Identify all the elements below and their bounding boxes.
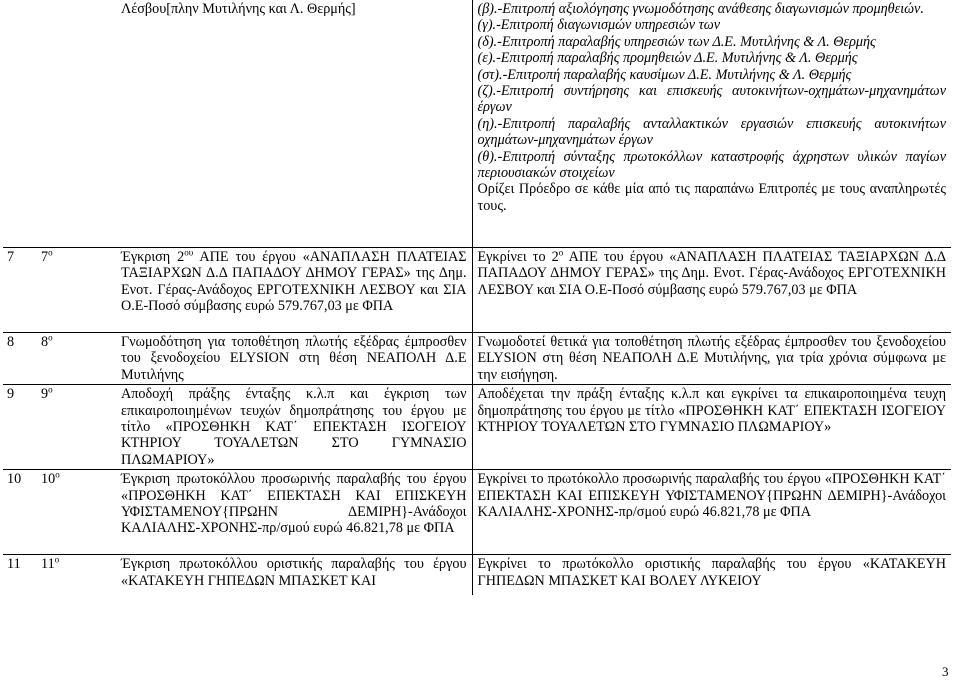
subject-text: Γνωμοδότηση για τοποθέτηση πλωτής εξέδρας έμπροσθεν του ξενοδοχείου ELYSION στη θέση ΝΕΑΠΟΛΗ Δ.Ε Μυτιλήνης [121,334,467,383]
subject-cell [116,333,472,385]
subject-cell [116,555,472,596]
page-number: 3 [942,664,949,679]
committee-line-e: (ε).-Επιτροπή παραλαβής προμηθειών Δ.Ε. Μυτιλήνης & Λ. Θερμής [477,50,858,67]
row-number: 9 [7,386,15,403]
decision-cell [472,0,951,248]
table-row [3,555,951,596]
row-number: 11 [7,556,21,573]
decision-cell [472,555,951,596]
decision-text: Εγκρίνει το 2 [477,249,559,265]
committee-line-th: (θ).-Επιτροπή σύνταξης πρωτοκόλλων καταστροφής άχρηστων υλικών παγίων περιουσιακών στοιχείων [477,148,946,182]
decision-cell [472,333,951,385]
subject-cell [116,385,472,470]
table-row [3,470,951,555]
ordinal-suffix: ο [48,332,53,343]
ordinal-suffix: ο [48,384,53,395]
subject-cell [116,470,472,555]
committee-line-z: (ζ).-Επιτροπή συντήρησης και επισκευής αυτοκινήτων-οχημάτων-μηχανημάτων έργων [477,83,946,116]
table-row-continuation [3,0,951,248]
row-number: 8 [7,334,15,350]
row-ordinal: 10 [41,471,56,488]
number-cell [3,0,116,248]
decision-text: Εγκρίνει το πρωτόκολλο οριστικής παραλαβής του έργου «ΚΑΤΑΚΕΥΗ ΓΗΠΕΔΩΝ ΜΠΑΣΚΕΤ ΚΑΙ ΒΟΛΕΥ ΛΥΚΕΙΟΥ [477,556,946,589]
committee-line-d: (δ).-Επιτροπή παραλαβής υπηρεσιών των Δ.Ε. Μυτιλήνης & Λ. Θερμής [477,33,876,50]
row-number: 7 [7,249,15,265]
decision-text-cont: ΑΠΕ του έργου «ΑΝΑΠΛΑΣΗ ΠΛΑΤΕΙΑΣ ΤΑΞΙΑΡΧΩΝ Δ.Δ ΠΑΠΑΔΟΥ ΔΗΜΟΥ ΓΕΡΑΣ» της Δημ. Ενοτ. Γέρας-Ανάδοχος ΕΡΓΟΤΕΧΝΙΚΗ ΛΕΣΒΟΥ και ΣΙΑ Ο.Ε-Ποσό σύμβασης ευρώ 579.767,03 με ΦΠΑ [477,249,947,298]
subject-cell [116,248,472,333]
subject-text: Έγκριση πρωτοκόλλου προσωρινής παραλαβής του έργου «ΠΡΟΣΘΗΚΗ ΚΑΤ΄ ΕΠΕΚΤΑΣΗ ΚΑΙ ΕΠΙΣΚΕΥΗ ΥΦΙΣΤΑΜΕΝΟΥ{ΠΡΩΗΝ ΔΕΜΙΡΗ}-Ανάδοχοι ΚΑΛΙΑΛΗΣ-ΧΡΟΝΗΣ-πρ/σμού ευρώ 46.821,78 με ΦΠΑ [121,471,467,537]
row-ordinal: 11 [41,556,55,573]
row-ordinal: 7 [41,249,49,265]
committee-line-b: (β).-Επιτροπή αξιολόγησης γνωμοδότησης ανάθεσης διαγωνισμών προμηθειών. [477,1,924,17]
subject-cell [116,0,472,248]
committee-line-st: (στ).-Επιτροπή παραλαβής καυσίμων Δ.Ε. Μυτιλήνης & Λ. Θερμής [477,66,852,83]
decision-suffix: ο [558,247,564,258]
number-cell [3,385,116,470]
number-cell [3,333,116,385]
closing-text: Ορίζει Πρόεδρο σε κάθε μία από τις παραπάνω Επιτροπές με τους αναπληρωτές τους. [477,181,946,214]
subject-text: Έγκριση 2 [121,249,185,265]
table-row [3,385,951,470]
number-cell [3,248,116,333]
decision-cell [472,385,951,470]
decision-cell [472,248,951,333]
table-row [3,248,951,333]
row-ordinal: 9 [41,386,49,403]
decisions-table [3,0,951,595]
number-cell [3,555,116,596]
ordinal-suffix: ο [54,554,60,565]
subject-text: Λέσβου[πλην Μυτιλήνης και Λ. Θερμής] [121,1,356,17]
decision-cell [472,470,951,555]
subject-text-cont: ΑΠΕ του έργου «ΑΝΑΠΛΑΣΗ ΠΛΑΤΕΙΑΣ ΤΑΞΙΑΡΧΩΝ Δ.Δ ΠΑΠΑΔΟΥ ΔΗΜΟΥ ΓΕΡΑΣ» της Δημ. Ενοτ. Γέρας-Ανάδοχος ΕΡΓΟΤΕΧΝΙΚΗ ΛΕΣΒΟΥ και ΣΙΑ Ο.Ε-Ποσό σύμβασης ευρώ 579.767,03 με ΦΠΑ [121,249,467,315]
committee-line-i: (η).-Επιτροπή παραλαβής ανταλλακτικών εργασιών επισκευής αυτοκινήτων οχημάτων-μηχανημάτων έργων [477,115,946,149]
ordinal-suffix: ο [55,469,60,480]
number-cell [3,470,116,555]
ordinal-suffix: ο [48,247,53,258]
decision-text: Εγκρίνει το πρωτόκολλο προσωρινής παραλαβής του έργου «ΠΡΟΣΘΗΚΗ ΚΑΤ΄ ΕΠΕΚΤΑΣΗ ΚΑΙ ΕΠΙΣΚΕΥΗ ΥΦΙΣΤΑΜΕΝΟΥ{ΠΡΩΗΝ ΔΕΜΙΡΗ}-Ανάδοχοι ΚΑΛΙΑΛΗΣ-ΧΡΟΝΗΣ-πρ/σμού ευρώ 46.821,78 με ΦΠΑ [477,471,946,521]
table-row [3,333,951,385]
committee-line-c: (γ).-Επιτροπή διαγωνισμών υπηρεσιών των [477,17,721,34]
decision-text: Αποδέχεται την πράξη ένταξης κ.λ.π και εγκρίνει τα επικαιροποιημένα τευχη δημοπράτησης του έργου με τίτλο «ΠΡΟΣΘΗΚΗ ΚΑΤ΄ ΕΠΕΚΤΑΣΗ ΙΣΟΓΕΙΟΥ ΚΤΗΡΙΟΥ ΤΟΥΑΛΕΤΩΝ ΣΤΟ ΓΥΜΝΑΣΙΟ ΠΛΩΜΑΡΙΟΥ» [477,386,946,436]
row-ordinal: 8 [41,334,49,350]
row-number: 10 [7,471,22,488]
subject-suffix: ου [184,247,194,258]
subject-text: Έγκριση πρωτοκόλλου οριστικής παραλαβής του έργου «ΚΑΤΑΚΕΥΗ ΓΗΠΕΔΩΝ ΜΠΑΣΚΕΤ ΚΑΙ [121,556,467,589]
decision-text: Γνωμοδοτεί θετικά για τοποθέτηση πλωτής εξέδρας έμπροσθεν του ξενοδοχείου ELYSION στη θέση ΝΕΑΠΟΛΗ Δ.Ε Μυτιλήνης, για τρία χρόνια σύμφωνα με την εισήγηση. [477,334,946,383]
subject-text: Αποδοχή πράξης ένταξης κ.λ.π και έγκριση των επικαιροποιημένων τευχών δημοπράτησης του έργου με τίτλο «ΠΡΟΣΘΗΚΗ ΚΑΤ΄ ΕΠΕΚΤΑΣΗ ΙΣΟΓΕΙΟΥ ΚΤΗΡΙΟΥ ΤΟΥΑΛΕΤΩΝ ΣΤΟ ΓΥΜΝΑΣΙΟ ΠΛΩΜΑΡΙΟΥ» [121,386,467,468]
